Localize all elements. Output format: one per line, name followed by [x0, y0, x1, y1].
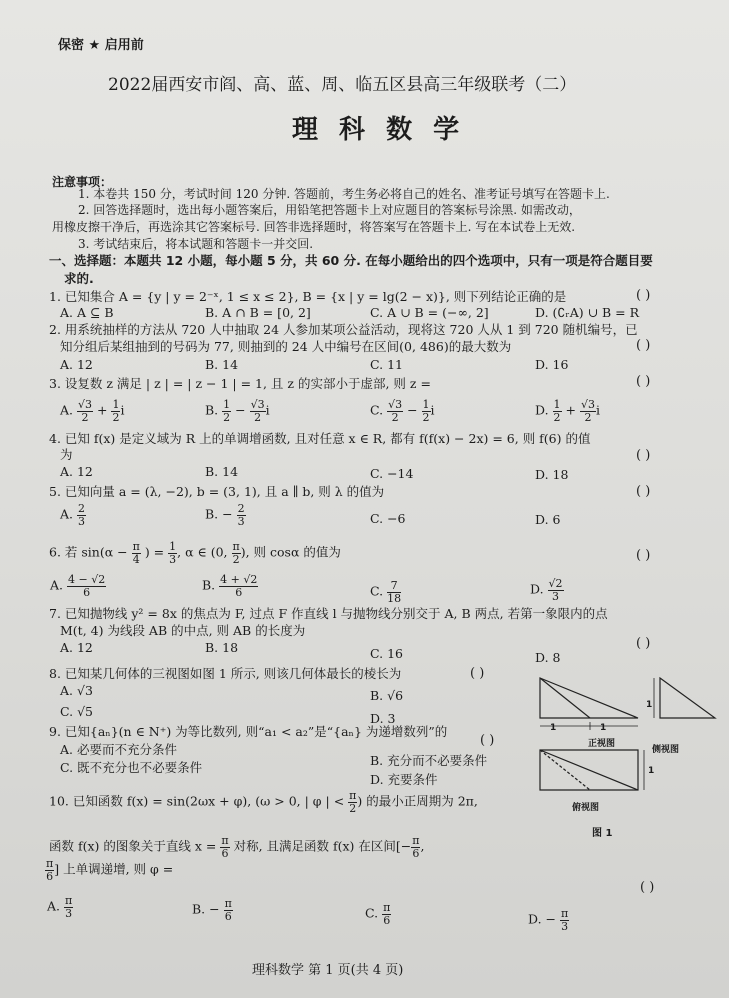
- notes-title: 注意事项：: [52, 175, 113, 189]
- q4-stem-1: 4. 已知 f(x) 是定义域为 R 上的单调增函数, 且对任意 x ∈ R, 都有 f(f(x) − 2x) = 6, 则 f(6) 的值: [49, 431, 591, 446]
- q5-answer-paren: ( ): [636, 484, 651, 499]
- exam-title: 2022届西安市阎、高、蓝、周、临五区县高三年级联考（二）: [108, 75, 577, 95]
- front-view-triangle: [540, 678, 638, 718]
- q7-option-b: B. 18: [205, 640, 239, 655]
- q1-option-b: B. A ∩ B = [0, 2]: [205, 305, 311, 320]
- figure-caption: 图 1: [592, 828, 613, 839]
- note-2b: 用橡皮擦干净后，再选涂其它答案标号. 回答非选择题时，将答案写在答题卡上. 写在本试卷上无效.: [52, 220, 576, 234]
- q4-option-b: B. 14: [205, 464, 239, 479]
- top-view-label: 俯视图: [572, 803, 600, 813]
- dim-side-height: 1: [646, 700, 653, 710]
- subject-title: 理 科 数 学: [292, 115, 466, 145]
- q8-option-d: D. 3: [370, 711, 396, 726]
- dim-front-left: 1: [550, 723, 557, 733]
- q3-stem: 3. 设复数 z 满足 | z | = | z − 1 | = 1, 且 z 的实部小于虚部, 则 z =: [49, 376, 431, 391]
- secret-label: 保密 ★ 启用前: [58, 38, 144, 53]
- q4-option-d: D. 18: [535, 467, 569, 482]
- q5-option-a: A. $\frac{2}{3}$: [60, 502, 85, 528]
- q8-option-a: A. √3: [60, 683, 93, 698]
- section-heading: 一、选择题：本题共 12 小题，每小题 5 分，共 60 分. 在每小题给出的四个选项中，只有一项是符合题目要: [49, 253, 653, 268]
- q3-answer-paren: ( ): [636, 374, 651, 389]
- three-view-figure: [530, 670, 729, 840]
- q2-stem-1: 2. 用系统抽样的方法从 720 人中抽取 24 人参加某项公益活动，现将这 720 人从 1 到 720 随机编号，已: [49, 322, 638, 337]
- q6-option-a: A. $\frac{4 - √2}{6}$: [50, 573, 106, 599]
- q1-stem: 1. 已知集合 A = {y | y = 2⁻ˣ, 1 ≤ x ≤ 2}, B = {x | y = lg(2 − x)}, 则下列结论正确的是: [49, 289, 567, 304]
- q10-answer-paren: ( ): [640, 880, 655, 895]
- q9-option-b: B. 充分而不必要条件: [370, 753, 488, 768]
- side-view-triangle: [660, 678, 715, 718]
- q8-option-b: B. √6: [370, 688, 404, 703]
- q10-option-c: C. $\frac{\pi}{6}$: [365, 901, 391, 927]
- q4-stem-2: 为: [60, 447, 73, 462]
- dim-top-height: 1: [648, 766, 655, 776]
- q7-stem-1: 7. 已知抛物线 y² = 8x 的焦点为 F, 过点 F 作直线 l 与抛物线分别交于 A, B 两点, 若第一象限内的点: [49, 606, 608, 621]
- note-1: 1. 本卷共 150 分，考试时间 120 分钟. 答题前，考生务必将自己的姓名、准考证号填写在答题卡上.: [78, 187, 610, 201]
- q8-stem: 8. 已知某几何体的三视图如图 1 所示, 则该几何体最长的棱长为: [49, 666, 402, 681]
- q6-option-c: C. $\frac{7}{18}$: [370, 579, 402, 605]
- q9-option-c: C. 既不充分也不必要条件: [60, 760, 203, 775]
- q1-answer-paren: ( ): [636, 288, 651, 303]
- q9-stem: 9. 已知{aₙ}(n ∈ N⁺) 为等比数列, 则“a₁ < a₂”是“{aₙ} 为递增数列”的: [49, 724, 448, 739]
- q3-option-b: B. $\frac{1}{2}$ − $\frac{√3}{2}$ i: [205, 398, 270, 424]
- q10-stem-1: 10. 已知函数 f(x) = sin(2ωx + φ), (ω > 0, | φ | < $\frac{\pi}{2}$ ) 的最小正周期为 2π,: [49, 789, 478, 815]
- q9-option-d: D. 充要条件: [370, 772, 438, 787]
- q10-option-b: B. − $\frac{\pi}{6}$: [192, 897, 232, 923]
- q6-stem: 6. 若 sin(α − $\frac{\pi}{4}$ ) = $\frac{1}{3}$ , α ∈ (0, $\frac{\pi}{2}$ ), 则 cosα 的值为: [49, 540, 341, 566]
- q5-option-b: B. − $\frac{2}{3}$: [205, 502, 245, 528]
- q5-stem: 5. 已知向量 a = (λ, −2), b = (3, 1), 且 a ∥ b, 则 λ 的值为: [49, 484, 385, 499]
- q7-option-c: C. 16: [370, 646, 403, 661]
- q10-option-a: A. $\frac{\pi}{3}$: [47, 894, 73, 920]
- top-view-diagonal: [540, 750, 638, 790]
- q1-option-d: D. (∁ᵣA) ∪ B = R: [535, 305, 640, 320]
- q10-option-d: D. − $\frac{\pi}{3}$: [528, 907, 569, 933]
- page-footer: 理科数学 第 1 页(共 4 页): [252, 963, 404, 978]
- dim-front-right: 1: [600, 723, 607, 733]
- q2-option-b: B. 14: [205, 357, 239, 372]
- q6-option-d: D. $\frac{√2}{3}$: [530, 577, 563, 603]
- q3-option-d: D. $\frac{1}{2}$ + $\frac{√3}{2}$ i: [535, 398, 601, 424]
- q3-option-a: A. $\frac{√3}{2}$ + $\frac{1}{2}$ i: [60, 398, 125, 424]
- q9-option-a: A. 必要而不充分条件: [60, 742, 177, 757]
- q2-option-c: C. 11: [370, 357, 403, 372]
- q7-option-d: D. 8: [535, 650, 561, 665]
- q2-option-d: D. 16: [535, 357, 569, 372]
- note-2a: 2. 回答选择题时，选出每小题答案后，用铅笔把答题卡上对应题目的答案标号涂黑. 如需改动，: [78, 203, 581, 217]
- q6-answer-paren: ( ): [636, 548, 651, 563]
- front-view-label: 正视图: [588, 739, 616, 749]
- q4-option-a: A. 12: [60, 464, 93, 479]
- top-view-inner-line: [540, 750, 590, 790]
- q8-option-c: C. √5: [60, 704, 93, 719]
- q5-option-c: C. −6: [370, 511, 406, 526]
- q2-option-a: A. 12: [60, 357, 93, 372]
- q3-option-c: C. $\frac{√3}{2}$ − $\frac{1}{2}$ i: [370, 398, 435, 424]
- q9-answer-paren: ( ): [480, 733, 495, 748]
- q2-stem-2: 知分组后某组抽到的号码为 77, 则抽到的 24 人中编号在区间(0, 486)的最大数为: [60, 339, 512, 354]
- q2-answer-paren: ( ): [636, 338, 651, 353]
- q6-option-b: B. $\frac{4 + √2}{6}$: [202, 573, 258, 599]
- side-view-label: 侧视图: [652, 745, 680, 755]
- side-view: [654, 678, 715, 718]
- q7-stem-2: M(t, 4) 为线段 AB 的中点, 则 AB 的长度为: [60, 623, 306, 638]
- front-view-inner-line: [540, 678, 590, 718]
- top-view: [540, 750, 644, 790]
- q10-stem-3: $\frac{\pi}{6}$ ] 上单调递增, 则 φ =: [46, 857, 174, 883]
- q7-option-a: A. 12: [60, 640, 93, 655]
- q5-option-d: D. 6: [535, 512, 561, 527]
- q10-stem-2: 函数 f(x) 的图象关于直线 x = $\frac{\pi}{6}$ 对称, 且满足函数 f(x) 在区间[− $\frac{\pi}{6}$ ,: [49, 834, 425, 860]
- q1-option-a: A. A ⊆ B: [60, 305, 114, 320]
- note-3: 3. 考试结束后，将本试题和答题卡一并交回.: [78, 237, 314, 251]
- section-heading-cont: 求的.: [64, 271, 94, 286]
- q4-option-c: C. −14: [370, 466, 414, 481]
- q4-answer-paren: ( ): [636, 448, 651, 463]
- q1-option-c: C. A ∪ B = (−∞, 2]: [370, 305, 489, 320]
- q7-answer-paren: ( ): [636, 636, 651, 651]
- q8-answer-paren: ( ): [470, 666, 485, 681]
